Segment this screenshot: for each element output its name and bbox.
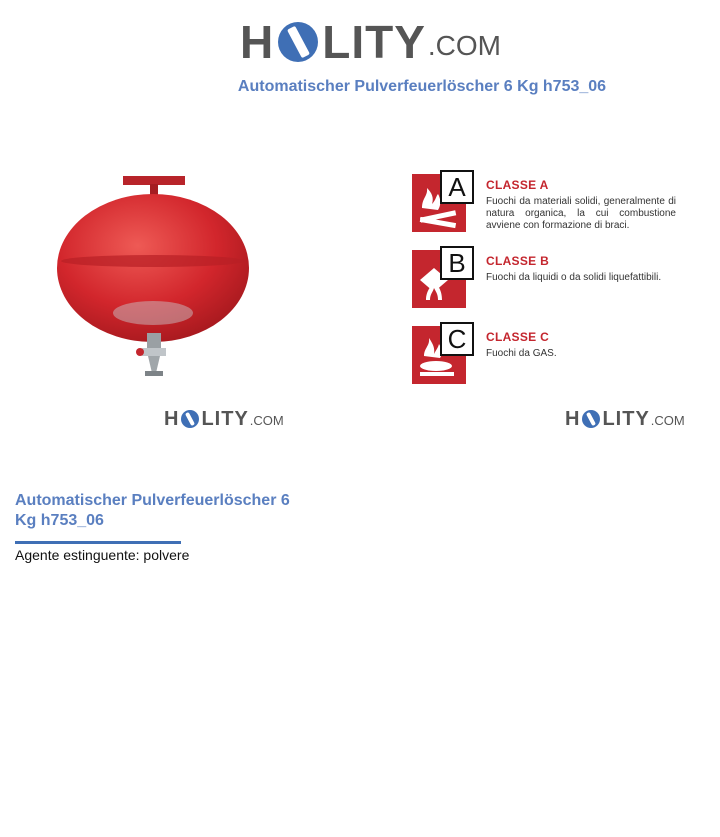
class-description: Fuochi da materiali solidi, generalmente di natura organica, la cui combustione avviene con formazione di braci. [486,196,676,231]
logo-o-icon [181,410,199,428]
fire-class-c [410,324,680,394]
brand-logo[interactable]: H LITY .COM [240,16,502,68]
class-letter: A [440,170,474,204]
fire-class-a [410,172,680,242]
fire-classes-panel [410,172,680,400]
class-description: Fuochi da liquidi o da solidi liquefattibili. [486,272,662,283]
product-attribute: Agente estinguente: polvere [15,547,190,563]
fire-class-b [410,248,680,318]
class-title: CLASSE B [486,254,550,268]
watermark-logo: H LITY .COM [565,408,685,430]
class-letter: B [440,246,474,280]
logo-o-icon [278,22,318,62]
class-title: CLASSE C [486,330,550,344]
class-title: CLASSE A [486,178,549,192]
page-title: Automatischer Pulverfeuerlöscher 6 Kg h753_06 [237,78,607,95]
product-title: Automatischer Pulverfeuerlöscher 6 Kg h753_06 [15,492,290,529]
class-description: Fuochi da GAS. [486,348,557,359]
title-underline [15,541,181,544]
fire-extinguisher-ball-icon [48,168,258,388]
class-letter: C [440,322,474,356]
logo-o-icon [582,410,600,428]
watermark-logo: H LITY .COM [164,408,284,430]
